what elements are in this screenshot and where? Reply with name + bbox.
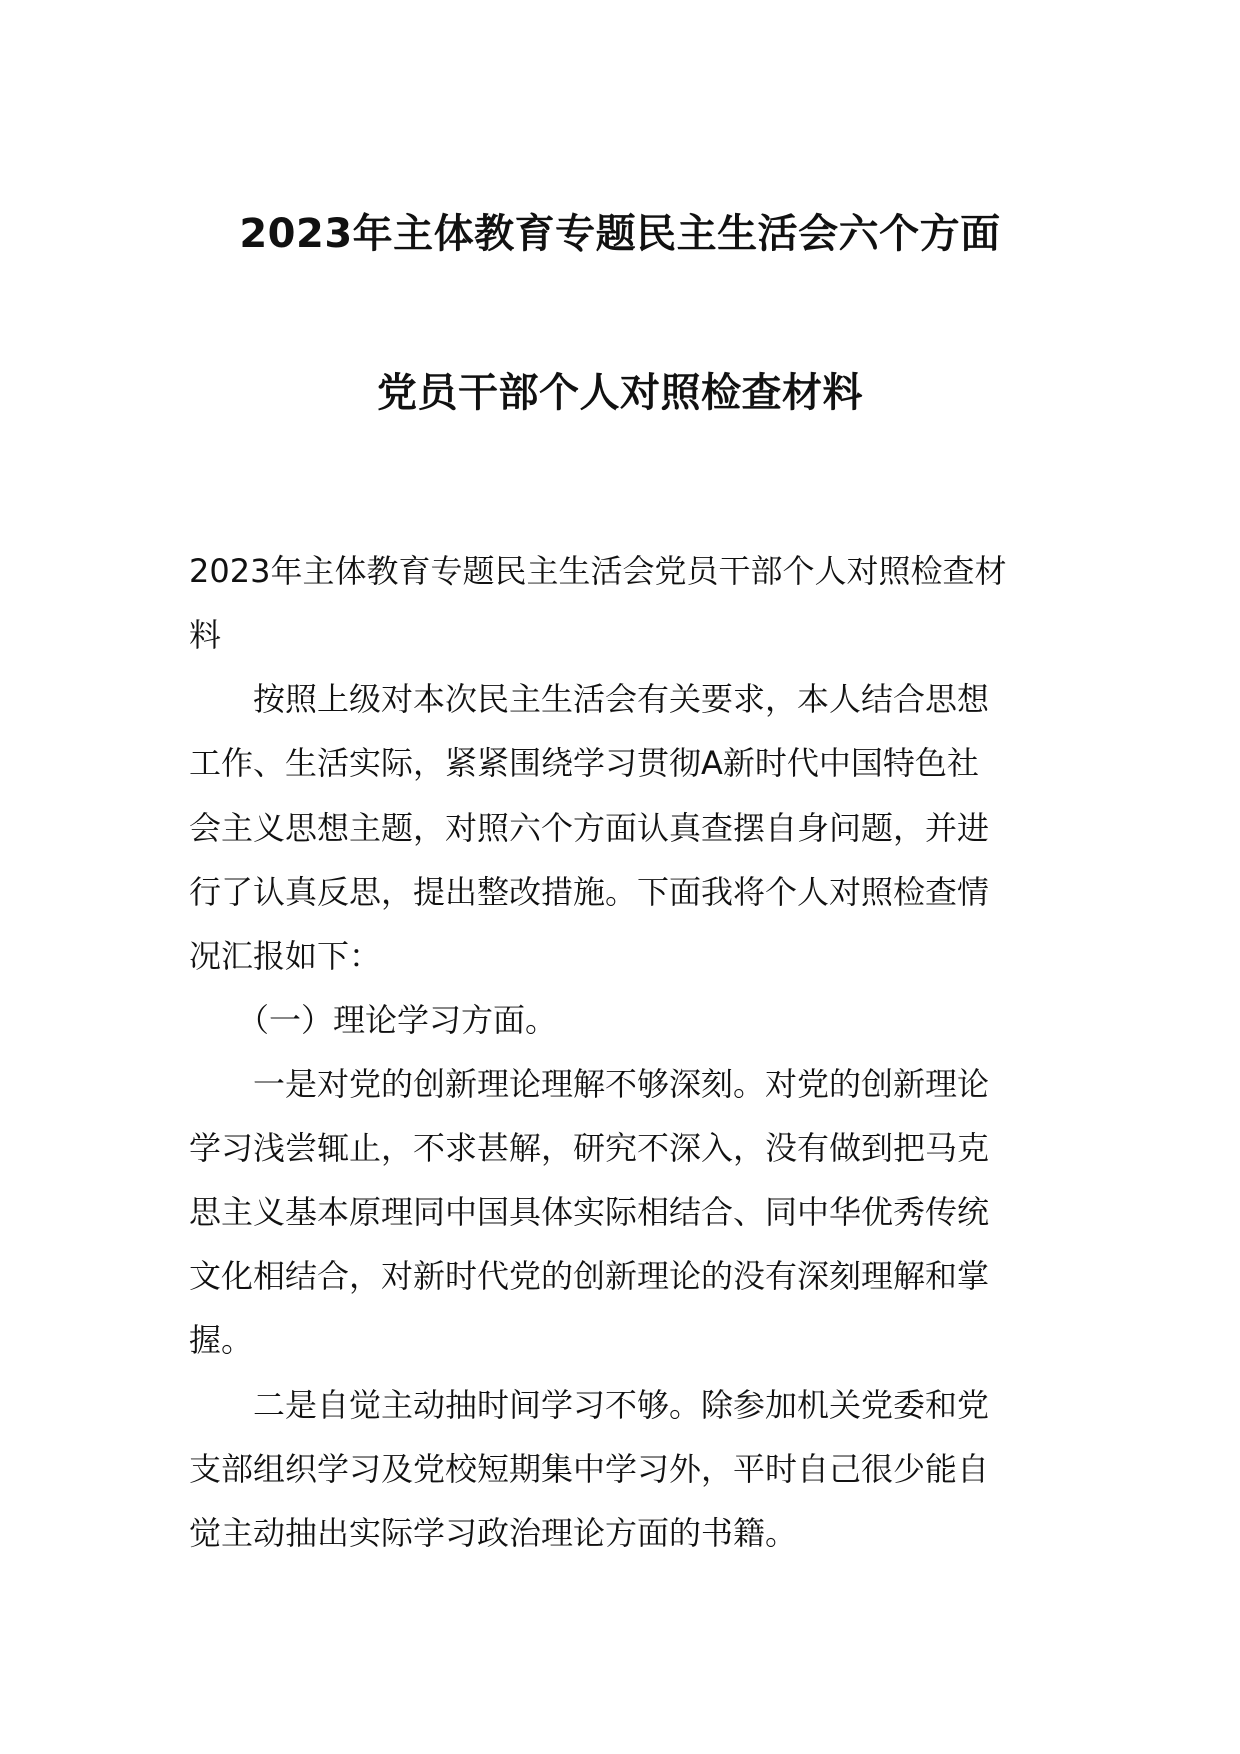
body-text-line: 料: [189, 616, 222, 654]
body-text-line: 按照上级对本次民主生活会有关要求，本人结合思想: [189, 680, 990, 718]
document-title-line-2: 党员干部个人对照检查材料: [377, 370, 863, 416]
body-text-line: 学习浅尝辄止，不求甚解，研究不深入，没有做到把马克: [189, 1129, 990, 1167]
body-text-line: 觉主动抽出实际学习政治理论方面的书籍。: [189, 1514, 798, 1552]
body-text-line: 一是对党的创新理论理解不够深刻。对党的创新理论: [189, 1065, 990, 1103]
body-text-line: 握。: [189, 1321, 254, 1359]
document-title-line-1: 2023年主体教育专题民主生活会六个方面: [239, 211, 1001, 257]
body-text-line: 会主义思想主题，对照六个方面认真查摆自身问题，并进: [189, 809, 990, 847]
body-text-line: 况汇报如下：: [189, 937, 382, 975]
body-text-line: 二是自觉主动抽时间学习不够。除参加机关党委和党: [189, 1386, 990, 1424]
body-text-line: 工作、生活实际，紧紧围绕学习贯彻A新时代中国特色社: [189, 744, 979, 782]
body-text-line: 行了认真反思，提出整改措施。下面我将个人对照检查情: [189, 873, 990, 911]
section-heading: （一）理论学习方面。: [189, 1001, 558, 1039]
body-text-line: 2023年主体教育专题民主生活会党员干部个人对照检查材: [189, 552, 1007, 590]
body-text-line: 思主义基本原理同中国具体实际相结合、同中华优秀传统: [189, 1193, 990, 1231]
body-text-line: 文化相结合，对新时代党的创新理论的没有深刻理解和掌: [189, 1257, 990, 1295]
body-text-line: 支部组织学习及党校短期集中学习外，平时自己很少能自: [189, 1450, 990, 1488]
